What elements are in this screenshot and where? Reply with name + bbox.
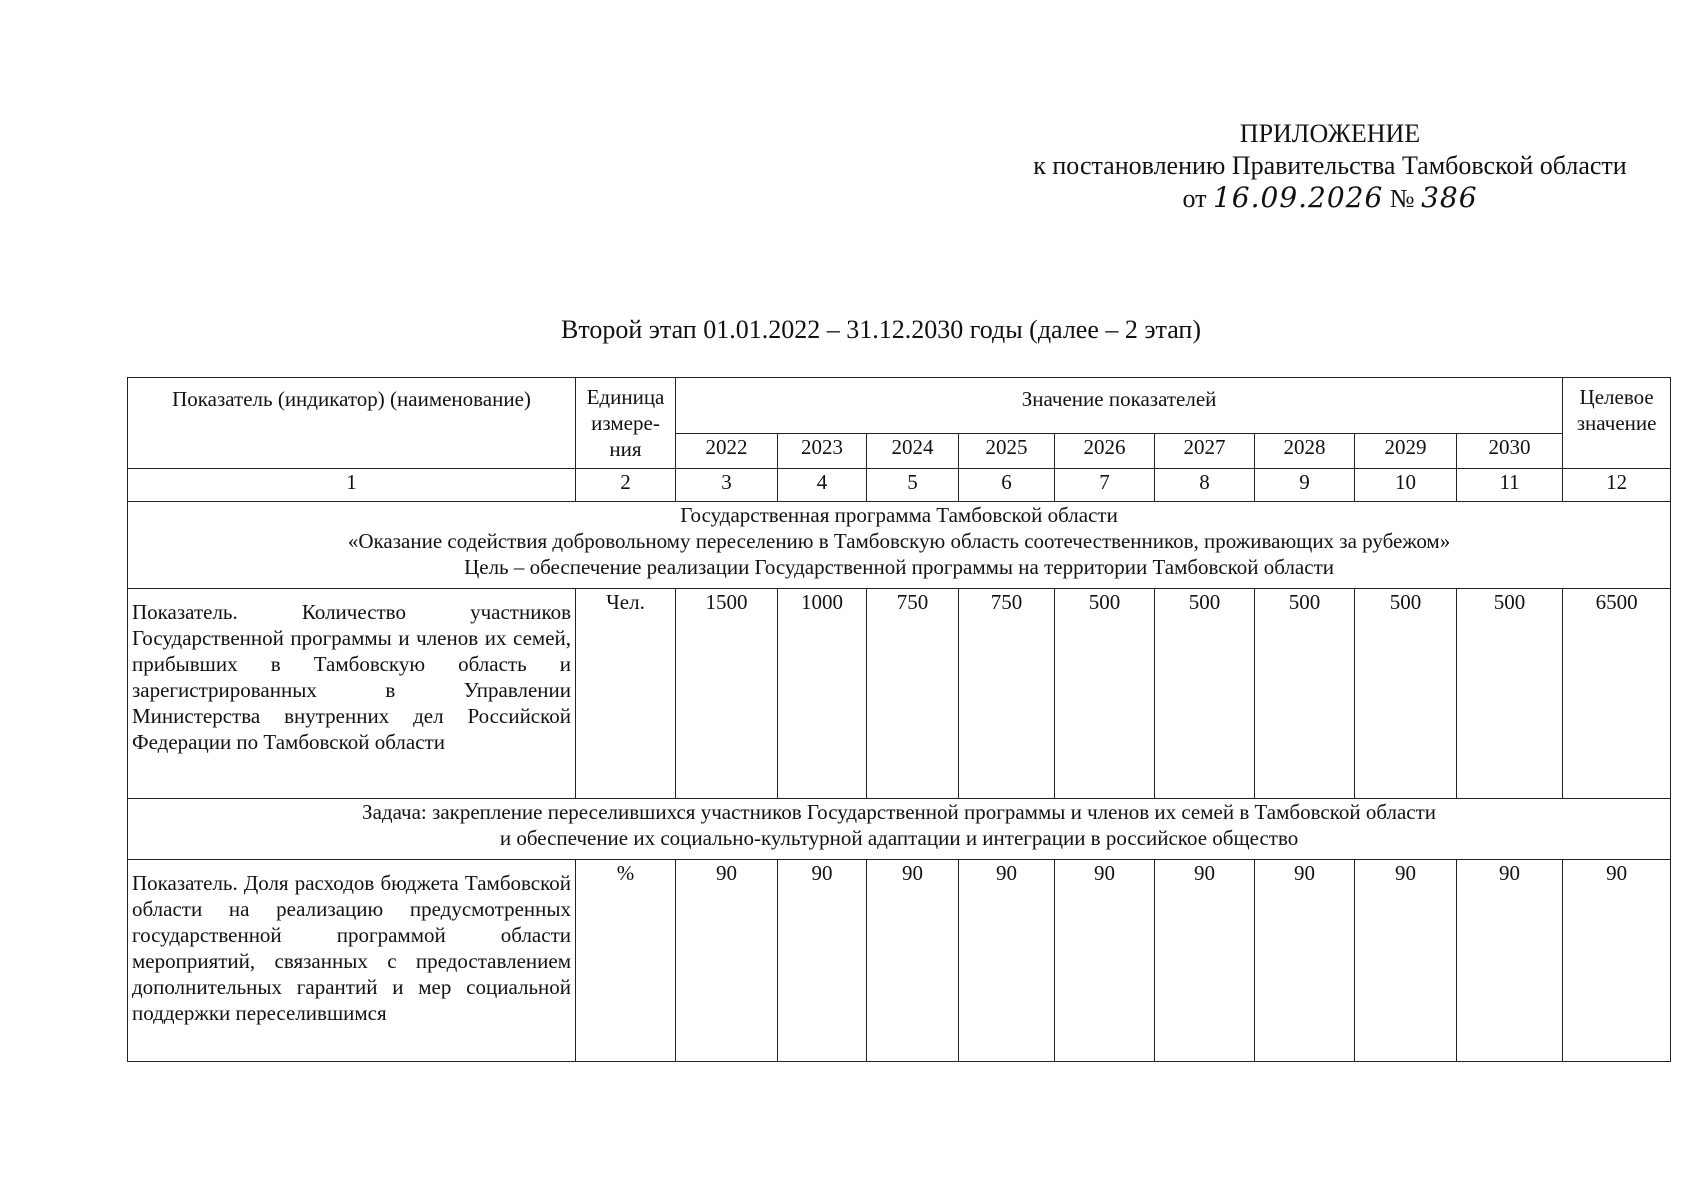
table-row [128,589,1671,799]
column-number: 10 [1355,469,1457,502]
handwritten-date: 16.09.2026 [1212,181,1384,214]
column-number: 7 [1055,469,1155,502]
indicator-value: 90 [676,860,778,1062]
year-cell: 2028 [1255,434,1355,469]
indicator-value: 1500 [676,589,778,799]
col-values-header: Значение показателей [676,378,1563,434]
year-cell: 2029 [1355,434,1457,469]
column-number: 6 [959,469,1055,502]
indicator-value: 90 [959,860,1055,1062]
resolution-reference: к постановлению Правительства Тамбовской области [1033,151,1627,180]
indicator-name: Показатель. Количество участников Государственной программы и членов их семей, прибывших в Тамбовскую область и зарегистрированных в Управлении Министерства внутренних дел Российской Федерации по Тамбовской области [128,589,576,799]
indicator-unit: Чел. [576,589,676,799]
column-number: 9 [1255,469,1355,502]
col-unit-header: Единица измере-ния [576,378,676,469]
indicator-value: 500 [1055,589,1155,799]
year-cell: 2026 [1055,434,1155,469]
indicators-table [127,377,1671,1062]
number-label: № [1389,184,1415,213]
handwritten-number: 386 [1421,181,1478,214]
year-cell: 2030 [1457,434,1563,469]
table-row [128,860,1671,1062]
indicator-value: 90 [1355,860,1457,1062]
indicator-value: 500 [1457,589,1563,799]
indicator-value: 750 [959,589,1055,799]
indicator-value: 90 [1255,860,1355,1062]
column-number: 8 [1155,469,1255,502]
column-number: 1 [128,469,576,502]
indicator-value: 90 [778,860,867,1062]
year-cell: 2022 [676,434,778,469]
indicator-value: 500 [1255,589,1355,799]
header-row [128,378,1671,434]
stage-title: Второй этап 01.01.2022 – 31.12.2030 годы (далее – 2 этап) [560,315,1201,344]
year-cell: 2025 [959,434,1055,469]
indicator-value: 90 [1457,860,1563,1062]
task-line: Задача: закрепление переселившихся участников Государственной программы и членов их семей в Тамбовской области [362,800,1437,824]
task-section-row [128,799,1671,860]
indicator-value: 500 [1155,589,1255,799]
indicator-value: 90 [867,860,959,1062]
column-number: 3 [676,469,778,502]
indicator-value: 90 [1055,860,1155,1062]
column-number: 11 [1457,469,1563,502]
indicator-value: 1000 [778,589,867,799]
indicator-value: 500 [1355,589,1457,799]
column-numbers-row [128,469,1671,502]
indicator-value: 90 [1155,860,1255,1062]
indicator-unit: % [576,860,676,1062]
year-cell: 2023 [778,434,867,469]
task-line: и обеспечение их социально-культурной адаптации и интеграции в российское общество [499,826,1299,850]
date-number-line [995,182,1665,215]
column-number: 12 [1563,469,1671,502]
year-cell: 2027 [1155,434,1255,469]
indicator-target: 6500 [1563,589,1671,799]
program-goal-line: Цель – обеспечение реализации Государственной программы на территории Тамбовской области [464,555,1334,579]
program-name-line: Государственная программа Тамбовской области [680,503,1118,527]
indicator-value: 750 [867,589,959,799]
indicator-name: Показатель. Доля расходов бюджета Тамбовской области на реализацию предусмотренных государственной программой области мероприятий, связанных с предоставлением дополнительных гарантий и мер социальной поддержки переселившимся [128,860,576,1062]
year-cell: 2024 [867,434,959,469]
from-label: от [1182,184,1207,213]
indicator-target: 90 [1563,860,1671,1062]
col-indicator-header: Показатель (индикатор) (наименование) [128,378,576,469]
column-number: 4 [778,469,867,502]
col-target-header: Целевое значение [1563,378,1671,469]
appendix-title: ПРИЛОЖЕНИЕ [1239,119,1421,148]
column-number: 5 [867,469,959,502]
program-title-line: «Оказание содействия добровольному переселению в Тамбовскую область соотечественников, проживающих за рубежом» [347,529,1451,553]
program-section-row [128,502,1671,589]
column-number: 2 [576,469,676,502]
document-header [995,118,1665,215]
